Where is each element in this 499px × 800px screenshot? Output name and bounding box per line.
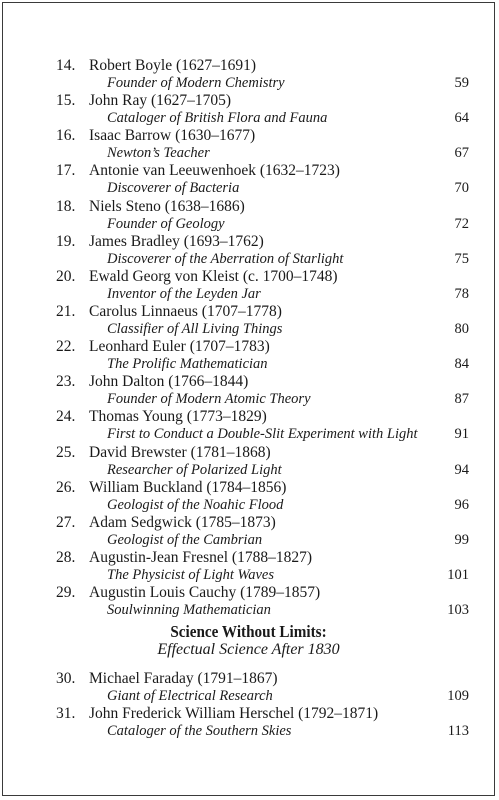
entry-page-number: 94: [454, 462, 469, 478]
entry-page-number: 78: [454, 286, 469, 302]
toc-entry: [3, 408, 494, 444]
entry-number: 24.: [56, 408, 76, 425]
entry-name: William Buckland (1784–1856): [89, 479, 287, 496]
toc-entry: [3, 338, 494, 374]
toc-entry: [3, 549, 494, 585]
entry-name: Augustin-Jean Fresnel (1788–1827): [89, 549, 312, 566]
entry-name: John Dalton (1766–1844): [89, 373, 249, 390]
entry-subtitle: Discoverer of the Aberration of Starlight: [107, 251, 344, 267]
toc-entry: [3, 127, 494, 163]
entry-number: 14.: [56, 57, 76, 74]
toc-entry: [3, 670, 494, 706]
entry-name: David Brewster (1781–1868): [89, 444, 271, 461]
entry-name: Thomas Young (1773–1829): [89, 408, 267, 425]
toc-entry: [3, 705, 494, 741]
section-title: Science Without Limits:: [170, 622, 327, 641]
entry-number: 27.: [56, 514, 76, 531]
entry-name: John Ray (1627–1705): [89, 92, 232, 109]
entry-subtitle: Newton’s Teacher: [107, 145, 210, 161]
entry-page-number: 99: [454, 532, 469, 548]
entry-name: James Bradley (1693–1762): [89, 233, 264, 250]
entry-number: 22.: [56, 338, 76, 355]
entry-number: 16.: [56, 127, 76, 144]
entry-number: 30.: [56, 670, 76, 687]
entry-page-number: 109: [447, 688, 469, 704]
entry-page-number: 67: [454, 145, 469, 161]
entry-number: 31.: [56, 705, 76, 722]
entry-page-number: 113: [447, 723, 469, 739]
toc-entry: [3, 444, 494, 480]
entry-number: 20.: [56, 268, 76, 285]
entry-subtitle: Cataloger of the Southern Skies: [107, 723, 292, 739]
entry-page-number: 96: [454, 497, 469, 513]
entry-subtitle: Founder of Modern Atomic Theory: [107, 391, 311, 407]
toc-entry: [3, 57, 494, 93]
entry-number: 28.: [56, 549, 76, 566]
entry-name: Michael Faraday (1791–1867): [89, 670, 278, 687]
entry-number: 15.: [56, 92, 76, 109]
entry-name: Niels Steno (1638–1686): [89, 198, 245, 215]
toc-entry: [3, 479, 494, 515]
toc-entry: [3, 233, 494, 269]
entry-name: Antonie van Leeuwenhoek (1632–1723): [89, 162, 340, 179]
entry-subtitle: Founder of Modern Chemistry: [107, 75, 285, 91]
entry-subtitle: Researcher of Polarized Light: [107, 462, 282, 478]
section-subtitle: Effectual Science After 1830: [157, 641, 340, 658]
entry-name: John Frederick William Herschel (1792–1871): [89, 705, 379, 722]
entry-number: 19.: [56, 233, 76, 250]
entry-subtitle: First to Conduct a Double-Slit Experiment with Light: [107, 426, 418, 442]
toc-entry: [3, 92, 494, 128]
entry-number: 17.: [56, 162, 76, 179]
entry-name: Ewald Georg von Kleist (c. 1700–1748): [89, 268, 338, 285]
entry-name: Robert Boyle (1627–1691): [89, 57, 257, 74]
entry-subtitle: The Prolific Mathematician: [107, 356, 268, 372]
toc-entry: [3, 373, 494, 409]
entry-page-number: 101: [447, 567, 469, 583]
entry-number: 23.: [56, 373, 76, 390]
entry-page-number: 72: [454, 216, 469, 232]
entry-number: 29.: [56, 584, 76, 601]
entry-number: 21.: [56, 303, 76, 320]
entry-name: Augustin Louis Cauchy (1789–1857): [89, 584, 321, 601]
entry-page-number: 84: [454, 356, 469, 372]
entry-page-number: 103: [447, 602, 469, 618]
entry-subtitle: Geologist of the Cambrian: [107, 532, 263, 548]
entry-subtitle: Discoverer of Bacteria: [107, 180, 240, 196]
entry-subtitle: Classifier of All Living Things: [107, 321, 283, 337]
entry-page-number: 64: [454, 110, 469, 126]
entry-page-number: 91: [454, 426, 469, 442]
entry-subtitle: The Physicist of Light Waves: [107, 567, 275, 583]
entry-subtitle: Soulwinning Mathematician: [107, 602, 271, 618]
entry-name: Carolus Linnaeus (1707–1778): [89, 303, 282, 320]
entry-name: Leonhard Euler (1707–1783): [89, 338, 270, 355]
entry-subtitle: Cataloger of British Flora and Fauna: [107, 110, 328, 126]
entry-number: 25.: [56, 444, 76, 461]
entry-page-number: 59: [454, 75, 469, 91]
toc-entry: [3, 514, 494, 550]
entry-number: 18.: [56, 198, 76, 215]
toc-entry: [3, 584, 494, 620]
entry-page-number: 87: [454, 391, 469, 407]
entry-name: Isaac Barrow (1630–1677): [89, 127, 256, 144]
entry-subtitle: Founder of Geology: [107, 216, 225, 232]
book-page: [2, 2, 495, 796]
entry-subtitle: Giant of Electrical Research: [107, 688, 273, 704]
entry-subtitle: Inventor of the Leyden Jar: [107, 286, 261, 302]
toc-entry: [3, 198, 494, 234]
entry-name: Adam Sedgwick (1785–1873): [89, 514, 276, 531]
toc-entry: [3, 162, 494, 198]
entry-page-number: 75: [454, 251, 469, 267]
toc-entry: [3, 268, 494, 304]
entry-page-number: 80: [454, 321, 469, 337]
entry-page-number: 70: [454, 180, 469, 196]
toc-entry: [3, 303, 494, 339]
entry-subtitle: Geologist of the Noahic Flood: [107, 497, 284, 513]
entry-number: 26.: [56, 479, 76, 496]
